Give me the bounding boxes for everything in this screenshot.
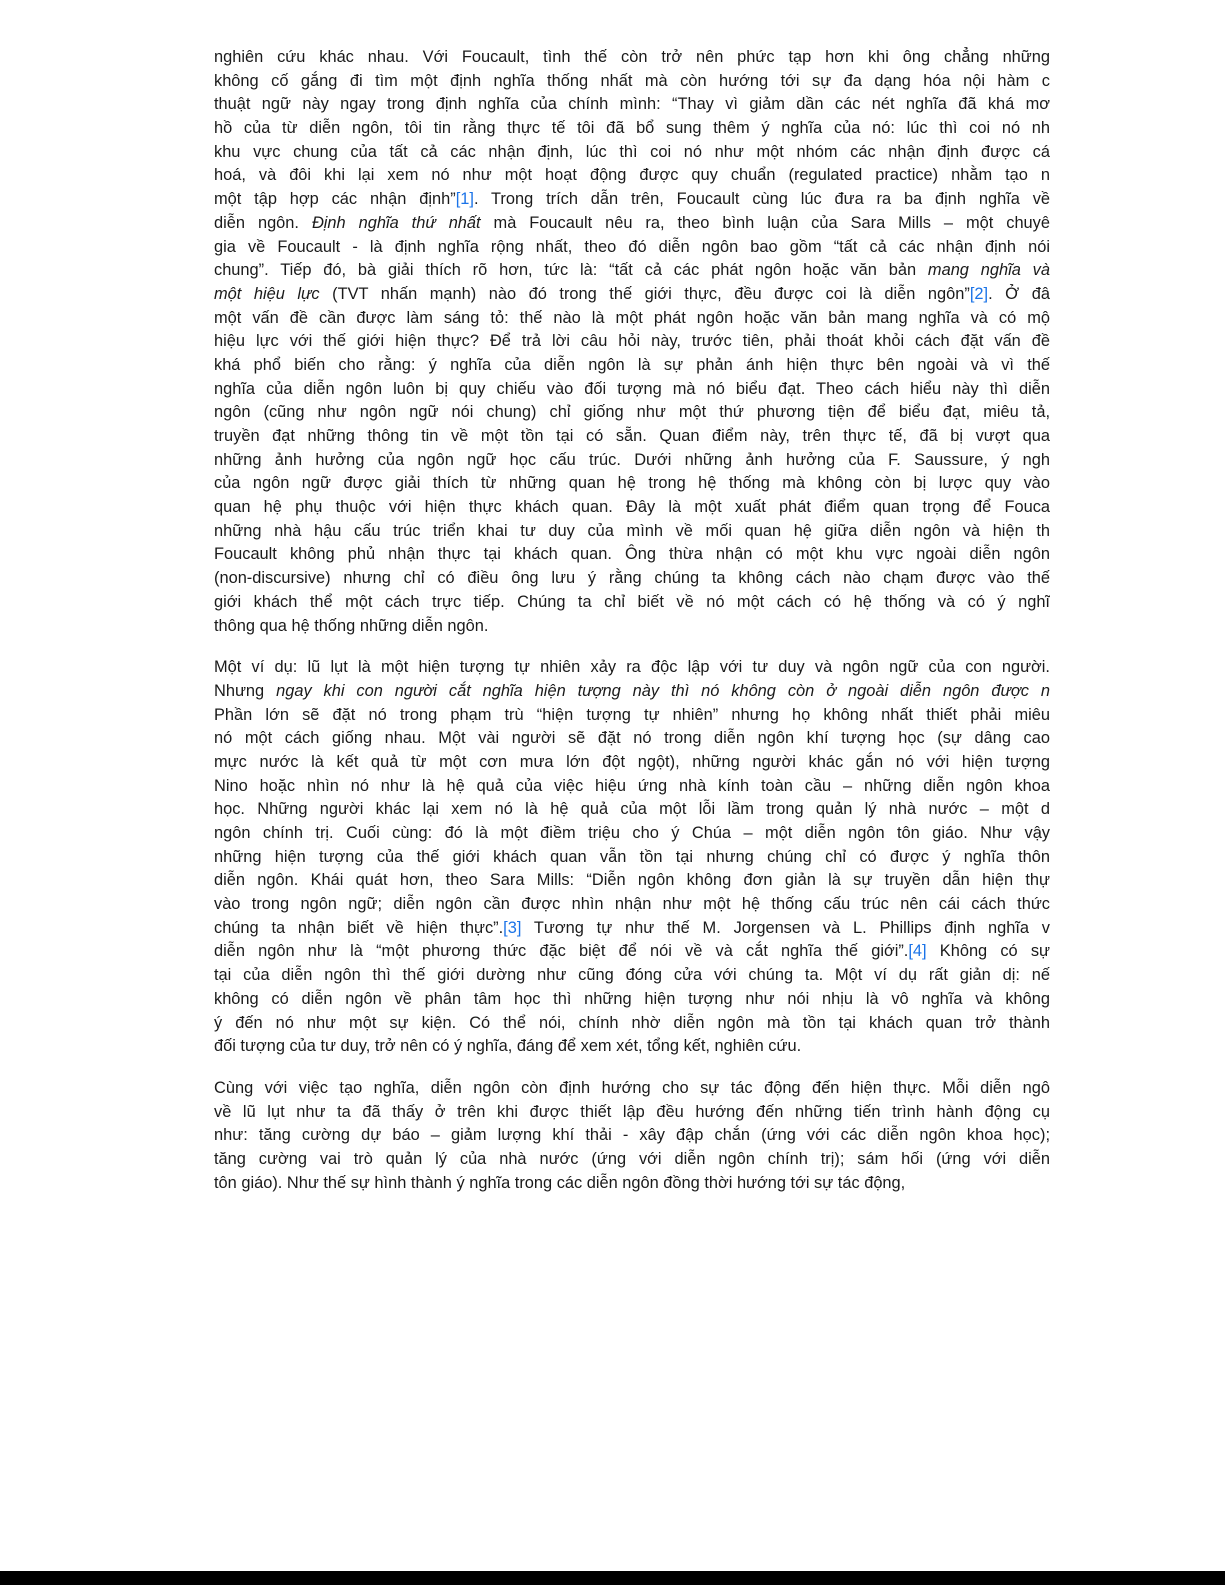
text-segment: về lũ lụt như ta đã thấy ở trên khi được thiết lập đều hướng đến những tiến trình hành động cụ <box>214 1102 1050 1121</box>
text-segment: tăng cường vai trò quản lý của nhà nước (ứng với diễn ngôn chính trị); sám hối (ứng với diễn <box>214 1149 1050 1168</box>
text-segment: Nino hoặc nhìn nó như là hệ quả của việc hiệu ứng nhà kính toàn cầu – những diễn ngôn khoa <box>214 776 1050 795</box>
footnote-link[interactable]: [2] <box>969 284 989 303</box>
text-segment: mực nước là kết quả từ một cơn mưa lớn đột ngột), những người khác gắn nó với hiện tượng <box>214 752 1050 771</box>
text-line <box>214 1012 1050 1036</box>
text-segment: khá phổ biến cho rằng: ý nghĩa của diễn ngôn là sự phản ánh hiện thực bên ngoài và vì thế <box>214 355 1050 374</box>
text-segment: ý đến nó như một sự kiện. Có thể nói, chính nhờ diễn ngôn mà tồn tại khách quan trở thành <box>214 1013 1050 1032</box>
text-line <box>214 188 1050 212</box>
emphasis-text: Định nghĩa thứ nhất <box>311 213 481 232</box>
text-segment: diễn ngôn. Khái quát hơn, theo Sara Mills: “Diễn ngôn không đơn giản là sự truyền dẫn hiện thự <box>214 871 1050 890</box>
text-segment: ngôn chính trị. Cuối cùng: đó là một điềm triệu cho ý Chúa – một diễn ngôn tôn giáo. Như vậy <box>214 824 1050 842</box>
text-line <box>214 307 1050 331</box>
text-segment: của ngôn ngữ được giải thích từ những quan hệ trong hệ thống mà không còn bị lược quy vào <box>214 474 1050 493</box>
text-line <box>214 1172 1050 1196</box>
text-line <box>214 751 1050 775</box>
text-segment: khu vực chung của tất cả các nhận định, lúc thì coi nó như một nhóm các nhận định được cá <box>214 142 1050 161</box>
text-segment: . Trong trích dẫn trên, Foucault cùng lúc đưa ra ba định nghĩa về <box>473 190 1050 209</box>
text-line <box>214 1077 1050 1101</box>
text-line <box>214 259 1050 283</box>
text-line <box>214 164 1050 188</box>
text-line <box>214 727 1050 751</box>
text-line <box>214 212 1050 236</box>
text-line <box>214 775 1050 799</box>
text-line <box>214 567 1050 591</box>
footnote-link[interactable]: [4] <box>908 942 927 961</box>
text-segment: thông qua hệ thống những diễn ngôn. <box>214 616 489 635</box>
text-segment: Phần lớn sẽ đặt nó trong phạm trù “hiện tượng tự nhiên” nhưng họ không nhất thiết phải miêu <box>214 705 1050 724</box>
text-line <box>214 1124 1050 1148</box>
text-segment: . Ở đâ <box>988 284 1050 303</box>
text-line <box>214 330 1050 354</box>
paragraph <box>214 1077 1050 1195</box>
bottom-rule <box>0 1571 1225 1585</box>
emphasis-text: một hiệu lực <box>214 284 320 303</box>
text-segment: những ảnh hưởng của ngôn ngữ học cấu trúc. Dưới những ảnh hưởng của F. Saussure, ý ngh <box>214 450 1050 469</box>
text-segment: tại của diễn ngôn thì thế giới dường như cũng đóng cửa với chúng ta. Một ví dụ rất giản dị: nế <box>214 966 1050 985</box>
text-line <box>214 543 1050 567</box>
text-line <box>214 70 1050 94</box>
text-segment: không cố gắng đi tìm một định nghĩa thống nhất mà còn hướng tới sự đa dạng hóa nội hàm c <box>214 71 1050 90</box>
text-line <box>214 917 1050 941</box>
text-line <box>214 704 1050 728</box>
text-segment: hoá, và đôi khi lại xem nó như một hoạt động được quy chuẩn (regulated practice) nhằm tạo n <box>214 166 1050 185</box>
text-segment: nghĩa của diễn ngôn luôn bị quy chiếu vào đối tượng mà nó biểu đạt. Theo cách hiểu này thì diễn <box>214 379 1050 398</box>
text-segment: diễn ngôn như là “một phương thức đặc biệt để nói về và cắt nghĩa thế giới”. <box>214 942 909 961</box>
text-line <box>214 496 1050 520</box>
text-line <box>214 1148 1050 1172</box>
text-segment: gia về Foucault - là định nghĩa rộng nhất, theo đó diễn ngôn bao gồm “tất cả các nhận định nói <box>214 237 1050 256</box>
text-segment: truyền đạt những thông tin về một tồn tại có sẵn. Quan điểm này, trên thực tế, đã bị vượt qua <box>214 427 1050 445</box>
text-segment: (TVT nhấn mạnh) nào đó trong thế giới thực, đều được coi là diễn ngôn” <box>319 284 970 303</box>
text-segment: hiệu lực với thế giới hiện thực? Để trả lời câu hỏi này, trước tiên, phải thoát khỏi cách đặt vấn đề <box>214 332 1050 351</box>
document-body <box>214 46 1050 1213</box>
text-segment: chúng ta nhận biết về hiện thực”. <box>214 918 504 937</box>
text-line <box>214 656 1050 680</box>
text-segment: nghiên cứu khác nhau. Với Foucault, tình thế còn trở nên phức tạp hơn khi ông chẳng những <box>214 48 1050 66</box>
text-segment: như: tăng cường dự báo – giảm lượng khí thải - xây đập chắn (ứng với các diễn ngôn khoa học); <box>214 1126 1050 1145</box>
text-segment: Không có sự <box>926 942 1050 961</box>
text-segment: Cùng với việc tạo nghĩa, diễn ngôn còn định hướng cho sự tác động đến hiện thực. Mỗi diễn ngô <box>214 1078 1050 1097</box>
text-line <box>214 822 1050 846</box>
text-line <box>214 591 1050 615</box>
text-segment: Một ví dụ: lũ lụt là một hiện tượng tự nhiên xảy ra độc lập với tư duy và ngôn ngữ của con người. <box>214 658 1050 677</box>
text-segment: hồ của từ diễn ngôn, tôi tin rằng thực tế tôi đã bổ sung thêm ý nghĩa của nó: lúc thì coi nó nh <box>214 119 1050 138</box>
text-line <box>214 141 1050 165</box>
text-line <box>214 940 1050 964</box>
footnote-link[interactable]: [3] <box>503 918 522 937</box>
text-segment: học. Những người khác lại xem nó là hệ quả của một lỗi lầm trong quản lý nhà nước – một d <box>214 800 1050 819</box>
text-line <box>214 401 1050 425</box>
paragraph <box>214 656 1050 1059</box>
emphasis-text: ngay khi con người cắt nghĩa hiện tượng này thì nó không còn ở ngoài diễn ngôn được n <box>276 681 1050 700</box>
text-line <box>214 93 1050 117</box>
text-line <box>214 615 1050 639</box>
text-segment: Nhưng <box>214 681 277 700</box>
text-line <box>214 354 1050 378</box>
text-line <box>214 1035 1050 1059</box>
text-line <box>214 1101 1050 1125</box>
text-segment: quan hệ phụ thuộc với hiện thực khách quan. Đây là một xuất phát điểm quan trọng để Fouca <box>214 498 1050 517</box>
text-line <box>214 117 1050 141</box>
paragraph <box>214 46 1050 638</box>
text-segment: mà Foucault nêu ra, theo bình luận của Sara Mills – một chuyê <box>480 213 1050 232</box>
text-segment: Foucault không phủ nhận thực tại khách quan. Ông thừa nhận có một khu vực ngoài diễn ngôn <box>214 545 1050 564</box>
text-line <box>214 472 1050 496</box>
text-segment: Tương tự như thế M. Jorgensen và L. Phillips định nghĩa v <box>521 918 1050 937</box>
text-segment: một tập hợp các nhận định” <box>214 190 456 209</box>
text-line <box>214 378 1050 402</box>
text-segment: không có diễn ngôn về phân tâm học thì những hiện tượng như nói nhịu là vô nghĩa và không <box>214 989 1050 1008</box>
text-segment: những nhà hậu cấu trúc triển khai tư duy của mình về mối quan hệ giữa diễn ngôn và hiện th <box>214 521 1050 540</box>
text-segment: những hiện tượng của thế giới khách quan vẫn tồn tại nhưng chúng chỉ có được ý nghĩa thôn <box>214 847 1050 866</box>
text-segment: một vấn đề cần được làm sáng tỏ: thế nào là một phát ngôn hoặc văn bản mang nghĩa và có mộ <box>214 308 1050 327</box>
text-line <box>214 680 1050 704</box>
text-segment: diễn ngôn. <box>214 213 312 232</box>
text-line <box>214 425 1050 449</box>
text-segment: vào trong ngôn ngữ; diễn ngôn cần được nhìn nhận như một hệ thống cấu trúc nên cái cách thức <box>214 895 1050 914</box>
text-line <box>214 46 1050 70</box>
text-line <box>214 798 1050 822</box>
text-line <box>214 846 1050 870</box>
footnote-link[interactable]: [1] <box>455 190 474 209</box>
text-line <box>214 988 1050 1012</box>
text-segment: (non-discursive) nhưng chỉ có điều ông lưu ý rằng chúng ta không cách nào chạm được vào thế <box>214 569 1050 588</box>
text-segment: nó một cách giống nhau. Một vài người sẽ đặt nó trong diễn ngôn khí tượng học (sự dâng cao <box>214 729 1050 748</box>
text-segment: giới khách thể một cách trực tiếp. Chúng ta chỉ biết về nó một cách có hệ thống và có ý nghĩ <box>214 592 1050 611</box>
text-segment: đối tượng của tư duy, trở nên có ý nghĩa, đáng để xem xét, tổng kết, nghiên cứu. <box>214 1037 802 1056</box>
text-line <box>214 964 1050 988</box>
text-line <box>214 869 1050 893</box>
text-segment: ngôn (cũng như ngôn ngữ nói chung) chỉ giống như một thứ phương tiện để biểu đạt, miêu tả, <box>214 403 1050 422</box>
text-line <box>214 236 1050 260</box>
emphasis-text: mang nghĩa và <box>927 261 1050 280</box>
text-segment: thuật ngữ này ngay trong định nghĩa của chính mình: “Thay vì giảm dần các nét nghĩa đã khá mơ <box>214 95 1050 114</box>
text-line <box>214 283 1050 307</box>
text-line <box>214 449 1050 473</box>
text-segment: tôn giáo). Như thế sự hình thành ý nghĩa trong các diễn ngôn đồng thời hướng tới sự tác động, <box>214 1173 906 1192</box>
text-line <box>214 520 1050 544</box>
text-segment: chung”. Tiếp đó, bà giải thích rõ hơn, tức là: “tất cả các phát ngôn hoặc văn bản <box>214 261 928 280</box>
text-line <box>214 893 1050 917</box>
